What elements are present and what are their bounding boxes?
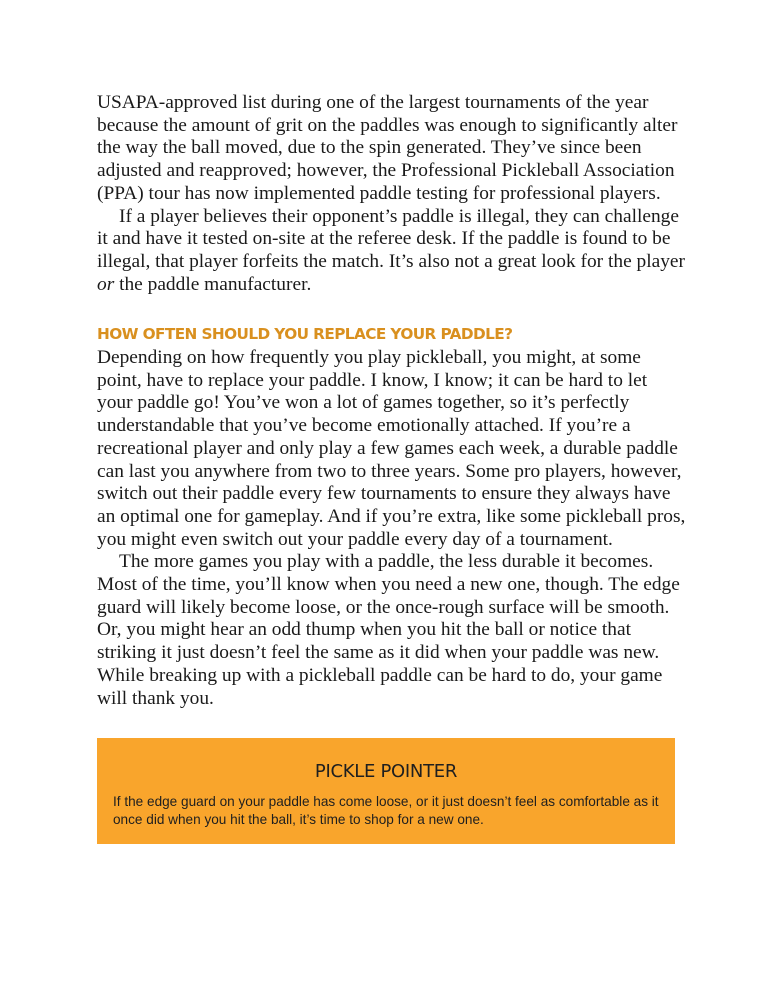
intro-paragraph-2-end: the paddle manufacturer. (114, 273, 312, 295)
section-paragraph-2: The more games you play with a paddle, the less durable it becomes. Most of the time, you’ll know when you need a new one, though. The edge guard will likely become loose, or the once-rough surface will be smooth. Or, you might hear an odd thump when you hit the ball or notice that striking it just doesn’t feel the same as it did when your paddle was new. While breaking up with a pickleball paddle can be hard to do, your game will thank you. (97, 551, 680, 709)
intro-paragraph-2-emphasis: or (97, 273, 115, 295)
intro-paragraph-1: USAPA-approved list during one of the largest tournaments of the year because the amount of grit on the paddles was enough to significantly alter the way the ball moved, due to the spin generated. They’ve since been adjusted and reapproved; however, the Professional Pickleball Association (PPA) tour has now implemented paddle testing for professional players. (97, 92, 678, 204)
callout-text: If the edge guard on your paddle has come loose, or it just doesn’t feel as comfortable as it once did when you hit the ball, it’s time to shop for a new one. (113, 794, 659, 827)
section-heading: HOW OFTEN SHOULD YOU REPLACE YOUR PADDLE? (97, 325, 513, 343)
callout-title: PICKLE POINTER (314, 761, 458, 782)
section-paragraph-1: Depending on how frequently you play pickleball, you might, at some point, have to replace your paddle. I know, I know; it can be hard to let your paddle go! You’ve won a lot of games together, so it’s perfectly understandable that you’ve become emotionally attached. If you’re a recreational player and only play a few games each week, a durable paddle can last you anywhere from two to three years. Some pro players, however, switch out their paddle every few tournaments to ensure they always have an optimal one for gameplay. And if you’re extra, like some pickleball pros, you might even switch out your paddle every day of a tournament. (97, 347, 686, 550)
intro-text (97, 92, 687, 296)
intro-paragraph-2-text: If a player believes their opponent’s paddle is illegal, they can challenge it and have it tested on-site at the referee desk. If the paddle is found to be illegal, that player forfeits the match. It’s also not a great look for the player (97, 205, 685, 272)
section-text (97, 347, 687, 710)
intro-paragraph-2 (97, 206, 687, 297)
pickle-pointer-callout (97, 738, 675, 844)
